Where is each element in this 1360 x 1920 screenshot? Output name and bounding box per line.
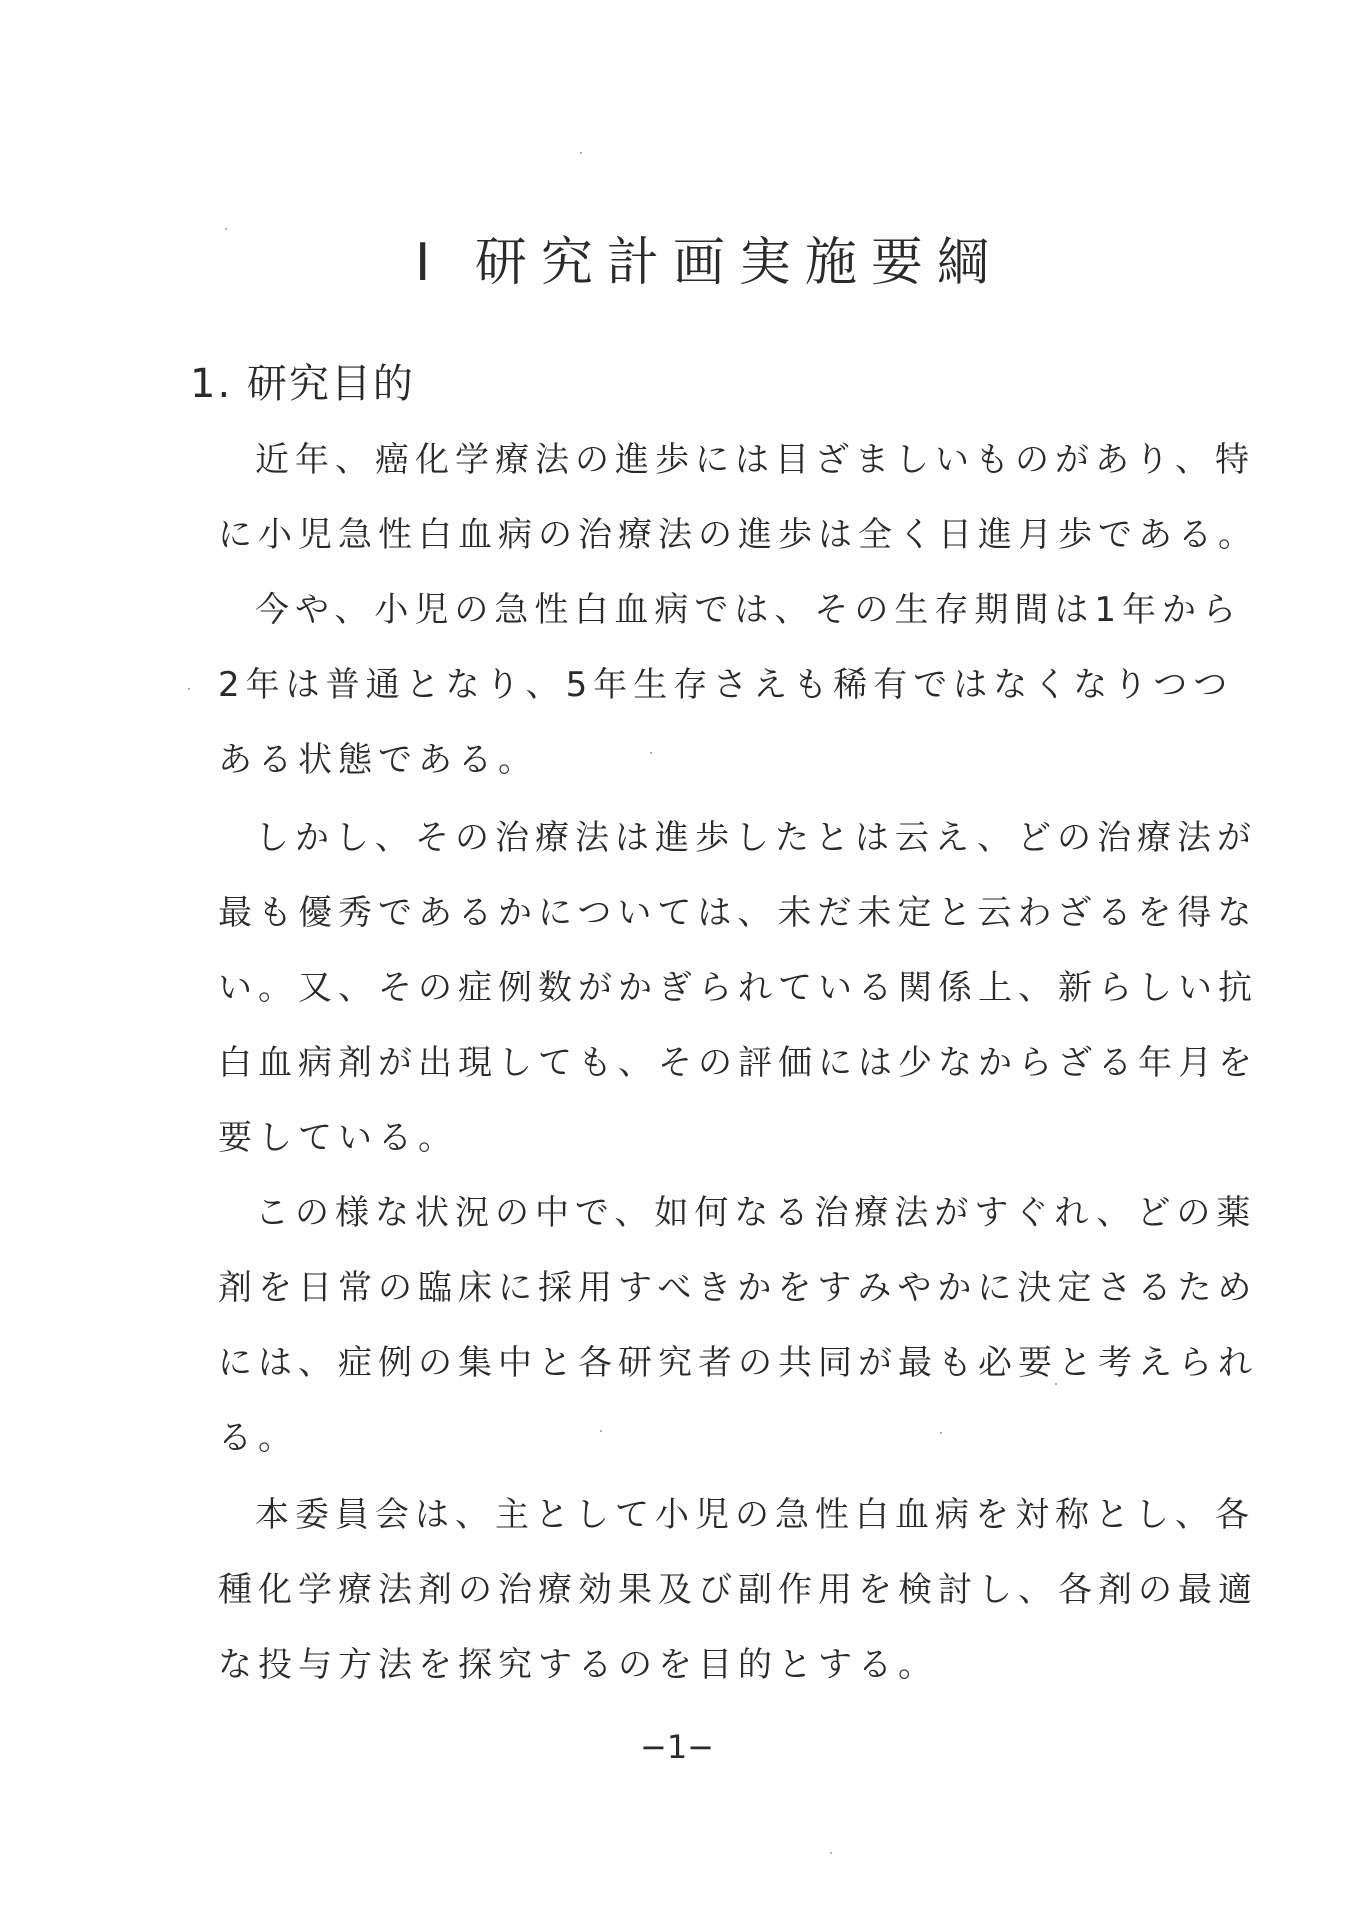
body-line: 近年、癌化学療法の進歩には目ざましいものがあり、特 [255, 440, 1255, 480]
body-line: には、症例の集中と各研究者の共同が最も必要と考えられ [218, 1343, 1258, 1383]
scan-speck [225, 228, 227, 230]
body-line: 白血病剤が出現しても、その評価には少なからざる年月を [218, 1043, 1258, 1083]
scan-speck [188, 688, 190, 690]
body-line: しかし、その治療法は進歩したとは云え、どの治療法が [255, 818, 1258, 858]
body-line: な投与方法を探究するのを目的とする。 [218, 1645, 938, 1685]
document-title: Ⅰ 研究計画実施要綱 [415, 233, 1003, 293]
body-line: 剤を日常の臨床に採用すべきかをすみやかに決定さるため [218, 1268, 1258, 1308]
body-line: 2年は普通となり、5年生存さえも稀有ではなくなりつつ [218, 665, 1234, 705]
body-line: 最も優秀であるかについては、未だ未定と云わざるを得な [218, 893, 1258, 933]
body-line: い。又、その症例数がかぎられている関係上、新らしい抗 [218, 968, 1258, 1008]
body-line: 今や、小児の急性白血病では、その生存期間は1年から [255, 590, 1242, 630]
body-line: に小児急性白血病の治療法の進歩は全く日進月歩である。 [218, 515, 1258, 555]
page-number: −1− [640, 1728, 714, 1766]
scan-speck [1055, 1383, 1057, 1385]
body-line: 本委員会は、主として小児の急性白血病を対称とし、各 [255, 1495, 1255, 1535]
scan-speck [650, 752, 652, 754]
scan-speck [830, 1852, 832, 1854]
body-line: 要している。 [218, 1118, 458, 1158]
scan-speck [580, 152, 582, 154]
scan-speck [600, 1430, 602, 1432]
body-line: この様な状況の中で、如何なる治療法がすぐれ、どの薬 [255, 1193, 1257, 1233]
body-line: ある状態である。 [218, 740, 538, 780]
body-line: 種化学療法剤の治療効果及び副作用を検討し、各剤の最適 [218, 1570, 1258, 1610]
body-line: る。 [218, 1418, 298, 1458]
scan-speck [940, 1432, 942, 1434]
section-heading: 1. 研究目的 [190, 361, 415, 407]
